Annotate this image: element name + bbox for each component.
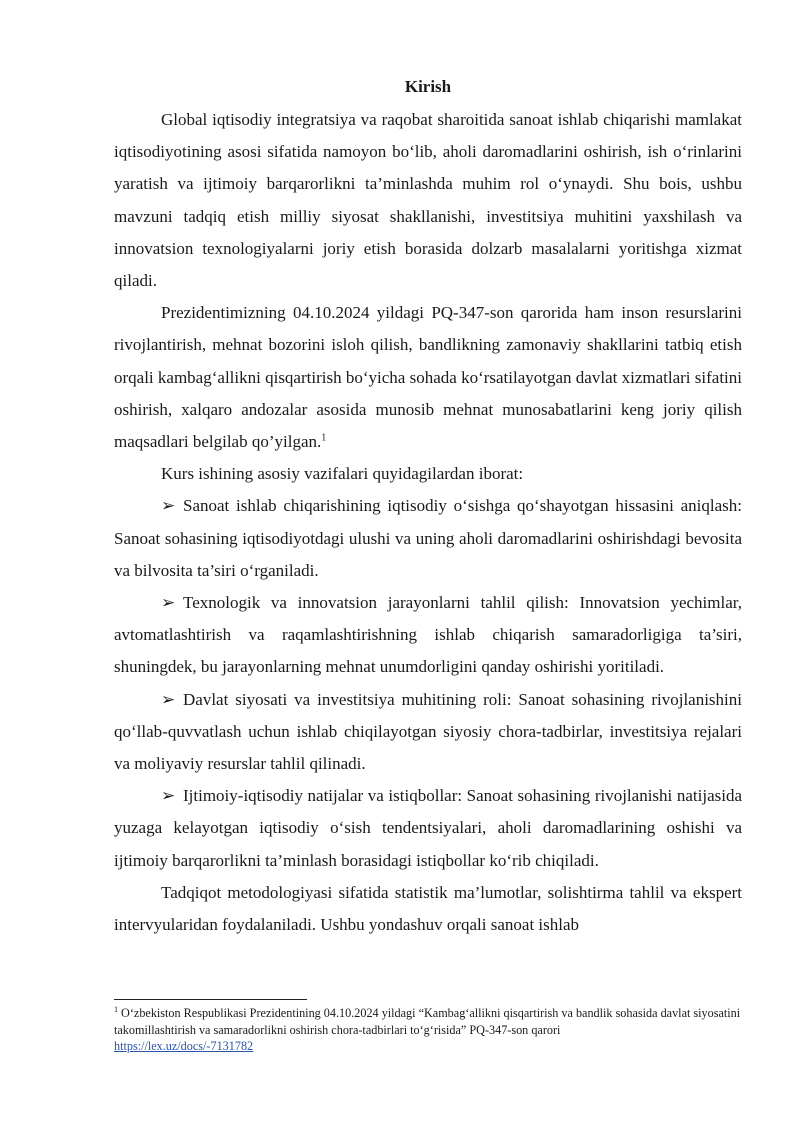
footnote-number: 1 (114, 1004, 118, 1014)
bullet-text: Texnologik va innovatsion jarayonlarni tahlil qilish: Innovatsion yechimlar, avtomatlashtirish va raqamlashtirishning ishlab chiqarish samaradorligiga ta’siri, shuningdek, bu jarayonlarning mehnat unumdorligini qanday oshirishi yoritiladi. (114, 593, 742, 677)
bullet-text: Davlat siyosati va investitsiya muhitining roli: Sanoat sohasining rivojlanishini qo‘llab-quvvatlash uchun ishlab chiqilayotgan siyosiy chora-tadbirlar, investitsiya rejalari va moliyaviy resurslar tahlil qilinadi. (114, 689, 742, 774)
section-heading: Kirish (404, 77, 452, 96)
arrow-bullet-icon: ➢ (161, 689, 176, 709)
bullet-item (114, 490, 742, 587)
bullet-item (114, 587, 742, 684)
paragraph-decree-text: Prezidentimizning 04.10.2024 yildagi PQ-347-son qarorida ham inson resurslarini rivojlantirish, mehnat bozorini isloh qilish, bandlikning zamonaviy shakllarini tatbiq etish orqali kambag‘allikni qisqartirish bo‘yicha sohada ko‘rsatilayotgan davlat xizmatlari sifatini oshirish, xalqaro andozalar asosida munosib mehnat munosabatlarini keng joriy qilish maqsadlari belgilab qo’yilgan. (114, 303, 742, 452)
bullet-item (114, 780, 742, 877)
footnote-link[interactable]: https://lex.uz/docs/-7131782 (114, 1039, 254, 1053)
footnote-text: O‘zbekiston Respublikasi Prezidentining 04.10.2024 yildagi “Kambag‘allikni qisqartirish va bandlik sohasida davlat siyosatini takomillashtirish va samaradorlikni oshirish chora-tadbirlari to‘g‘risida” PQ-347-son qarori (114, 1006, 741, 1037)
arrow-bullet-icon: ➢ (161, 593, 176, 613)
body-text (114, 104, 742, 941)
footnote (114, 1005, 744, 1055)
arrow-bullet-icon: ➢ (161, 496, 176, 516)
paragraph-methodology: Tadqiqot metodologiyasi sifatida statistik ma’lumotlar, solishtirma tahlil va ekspert intervyularidan foydalaniladi. Ushbu yondashuv orqali sanoat ishlab (114, 882, 742, 935)
footnote-separator (114, 999, 307, 1000)
bullet-text: Sanoat ishlab chiqarishining iqtisodiy o‘sishga qo‘shayotgan hissasini aniqlash: Sanoat sohasining iqtisodiyotdagi ulushi va uning aholi daromadlarini oshirishdagi bevosita va bilvosita ta’siri o‘rganiladi. (114, 496, 742, 580)
arrow-bullet-icon: ➢ (161, 786, 176, 806)
paragraph-intro: Global iqtisodiy integratsiya va raqobat sharoitida sanoat ishlab chiqarishi mamlakat iqtisodiyotining asosi sifatida namoyon bo‘lib, aholi daromadlarini oshirish, ish o‘rinlarini yaratish va ijtimoiy barqarorlikni ta’minlashda muhim rol o‘ynaydi. Shu bois, ushbu mavzuni tadqiq etish milliy siyosat shakllanishi, investitsiya muhitini yaxshilash va innovatsion texnologiyalarni joriy etish borasida dolzarb masalalarni yoritishga xizmat qiladi. (114, 110, 742, 291)
bullet-item (114, 684, 742, 781)
footnote-reference[interactable]: 1 (321, 432, 327, 444)
bullet-text: Ijtimoiy-iqtisodiy natijalar va istiqbollar: Sanoat sohasining rivojlanishi natijasida yuzaga kelayotgan iqtisodiy o‘sish tendentsiyalari, aholi daromadlarining oshishi va ijtimoiy barqarorlikni ta’minlash borasidagi istiqbollar ko‘rib chiqiladi. (114, 786, 742, 870)
paragraph-tasks-intro: Kurs ishining asosiy vazifalari quyidagilardan iborat: (161, 464, 524, 484)
paragraph-decree (114, 297, 742, 458)
